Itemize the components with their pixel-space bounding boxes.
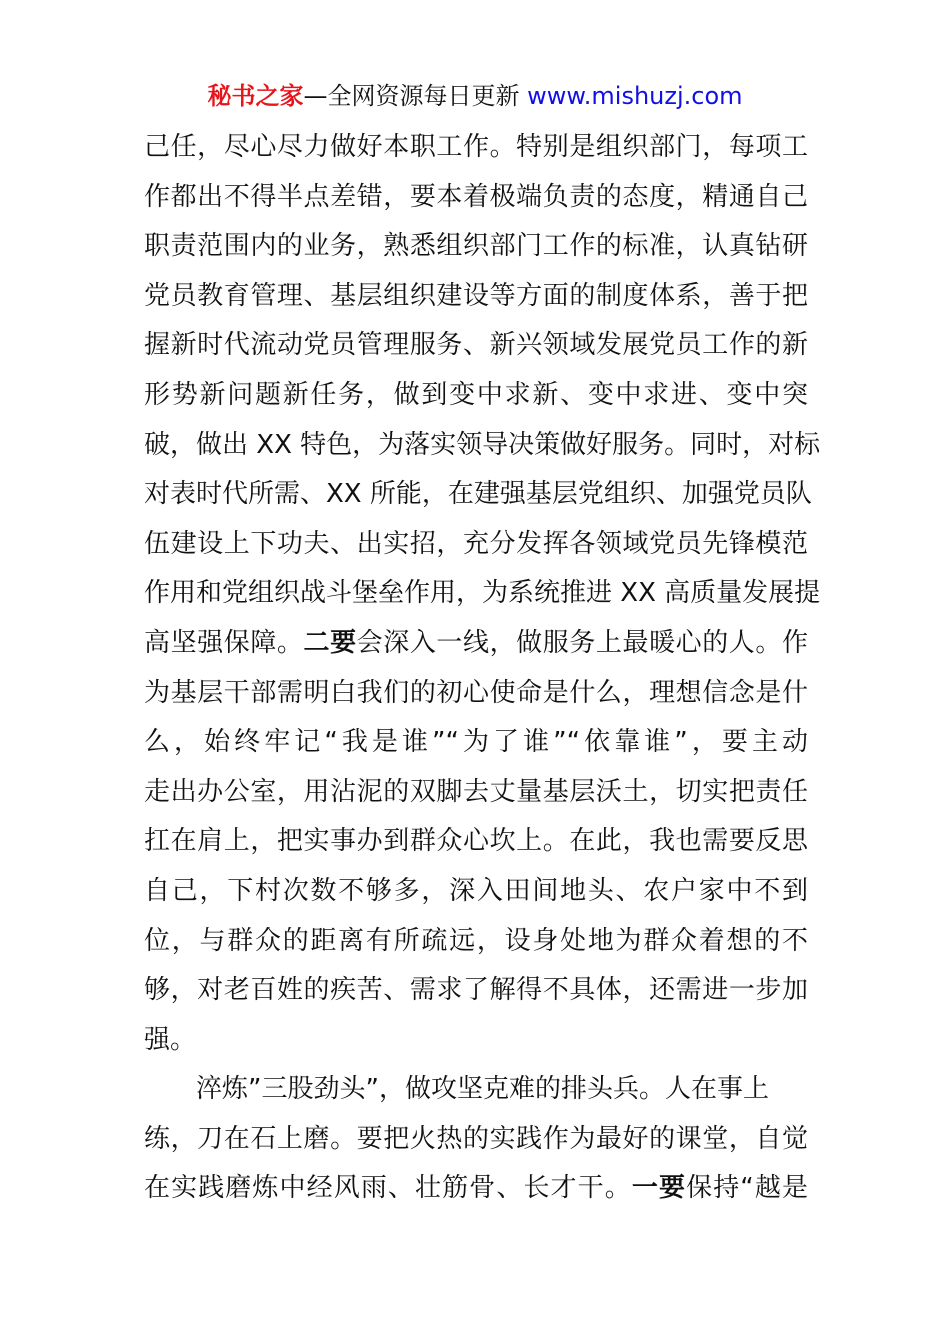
- text-line: [144, 1164, 808, 1214]
- text-segment: 高坚强保障。: [144, 627, 304, 658]
- text-segment: 保持“越是: [686, 1173, 808, 1204]
- text-line: 够，对老百姓的疾苦、需求了解得不具体，还需进一步加: [144, 975, 808, 1006]
- text-line: 作都出不得半点差错，要本着极端负责的态度，精通自己: [144, 181, 808, 212]
- text-line: 位，与群众的距离有所疏远，设身处地为群众着想的不: [144, 925, 808, 956]
- emphasis-text: 一要: [631, 1173, 687, 1204]
- text-line: 强。: [144, 1024, 197, 1055]
- text-line: 作用和党组织战斗堡垒作用，为系统推进 XX 高质量发展提: [144, 578, 821, 609]
- text-line: 破，做出 XX 特色，为落实领导决策做好服务。同时，对标: [144, 429, 821, 460]
- text-line: 握新时代流动党员管理服务、新兴领域发展党员工作的新: [144, 330, 808, 361]
- text-line: 么，始终牢记“我是谁”“为了谁”“依靠谁”，要主动: [144, 727, 808, 758]
- text-line: 扛在肩上，把实事办到群众心坎上。在此，我也需要反思: [144, 826, 808, 857]
- text-line: 党员教育管理、基层组织建设等方面的制度体系，善于把: [144, 280, 808, 311]
- text-segment: 会深入一线，做服务上最暖心的人。作: [356, 627, 808, 658]
- text-segment: 在实践磨炼中经风雨、壮筋骨、长才干。: [144, 1173, 632, 1204]
- emphasis-text: 二要: [303, 627, 357, 658]
- site-brand: 秘书之家: [207, 82, 304, 110]
- text-line: 伍建设上下功夫、出实招，充分发挥各领域党员先锋模范: [144, 528, 808, 559]
- text-line: 对表时代所需、XX 所能，在建强基层党组织、加强党员队: [144, 479, 812, 510]
- text-line: 练，刀在石上磨。要把火热的实践作为最好的课堂，自觉: [144, 1123, 808, 1154]
- text-line: 为基层干部需明白我们的初心使命是什么，理想信念是什: [144, 677, 808, 708]
- text-line: [144, 619, 808, 669]
- document-body: [144, 123, 821, 1214]
- site-url-link[interactable]: www.mishuzj.com: [527, 82, 743, 110]
- text-line: 自己，下村次数不够多，深入田间地头、农户家中不到: [144, 875, 808, 906]
- site-tagline: —全网资源每日更新: [303, 82, 520, 110]
- text-line: 形势新问题新任务，做到变中求新、变中求进、变中突: [144, 379, 808, 410]
- text-line: 走出办公室，用沾泥的双脚去丈量基层沃土，切实把责任: [144, 776, 808, 807]
- text-line: 职责范围内的业务，熟悉组织部门工作的标准，认真钻研: [144, 231, 808, 262]
- site-header: [0, 80, 950, 112]
- paragraph-first-line: 淬炼”三股劲头”，做攻坚克难的排头兵。人在事上: [196, 1074, 769, 1105]
- text-line: 己任，尽心尽力做好本职工作。特别是组织部门，每项工: [144, 132, 808, 162]
